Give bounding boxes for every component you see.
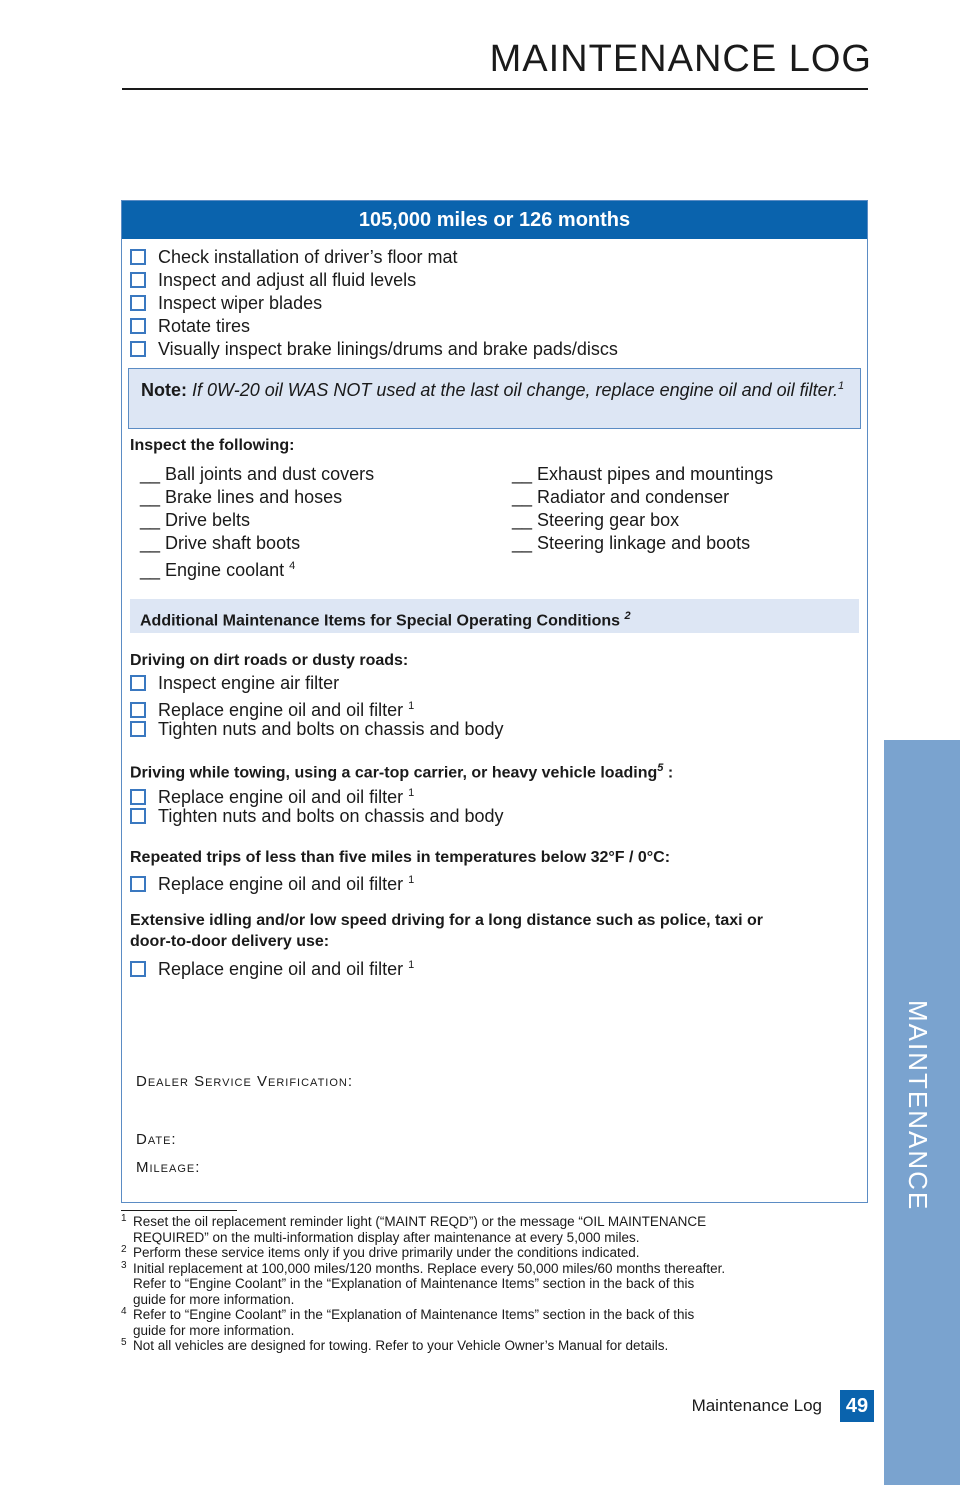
inspect-heading: Inspect the following: bbox=[130, 437, 295, 454]
note-text: If 0W-20 oil WAS NOT used at the last oil change, replace engine oil and oil filter. bbox=[192, 380, 839, 400]
additional-items-heading: Additional Maintenance Items for Special Operating Conditions $^2$ bbox=[130, 599, 859, 633]
footnote: 5 Not all vehicles are designed for towing. Refer to your Vehicle Owner’s Manual for details. bbox=[121, 1337, 669, 1353]
oil-note bbox=[128, 368, 861, 429]
footer-section-label: Maintenance Log bbox=[691, 1396, 822, 1415]
checkbox[interactable] bbox=[130, 721, 146, 737]
inspect-item: __ Exhaust pipes and mountings bbox=[512, 464, 774, 484]
footnote: 3 Initial replacement at 100,000 miles/120 months. Replace every 50,000 miles/60 months thereafter. Refer to “Engine Coolant” in the “Explanation of Maintenance Items” section in the back of this guide for more information. bbox=[121, 1259, 726, 1307]
dealer-verification-label: Dealer Service Verification: bbox=[136, 1073, 354, 1090]
checkbox[interactable] bbox=[130, 318, 146, 334]
interval-header: 105,000 miles or 126 months bbox=[122, 201, 867, 239]
checklist-item: Tighten nuts and bolts on chassis and body bbox=[130, 718, 504, 741]
date-label: Date: bbox=[136, 1131, 177, 1148]
footnote: 1 Reset the oil replacement reminder light (“MAINT REQD”) or the message “OIL MAINTENANCE REQUIRED” on the multi-information display after maintenance at every 5,000 miles. bbox=[121, 1213, 707, 1245]
condition-heading: Extensive idling and/or low speed driving for a long distance such as police, taxi or bbox=[130, 912, 764, 929]
condition-heading: door-to-door delivery use: bbox=[130, 933, 330, 950]
inspect-item: __ Steering gear box bbox=[512, 510, 680, 530]
footnote: 2 Perform these service items only if you drive primarily under the conditions indicated. bbox=[121, 1244, 640, 1260]
inspect-item: __ Engine coolant $^4$ bbox=[140, 560, 296, 580]
footnotes bbox=[121, 1214, 866, 1354]
mileage-label: Mileage: bbox=[136, 1159, 201, 1176]
checkbox[interactable] bbox=[130, 808, 146, 824]
checklist-item: Rotate tires bbox=[130, 315, 250, 338]
checkbox[interactable] bbox=[130, 702, 146, 718]
checkbox[interactable] bbox=[130, 876, 146, 892]
footnote-divider bbox=[121, 1210, 237, 1211]
checkbox[interactable] bbox=[130, 675, 146, 691]
maintenance-interval-box bbox=[121, 200, 868, 1203]
note-label: Note: bbox=[141, 380, 187, 400]
side-tab-label: MAINTENANCE bbox=[903, 1000, 933, 1212]
footnote: 4 Refer to “Engine Coolant” in the “Explanation of Maintenance Items” section in the back of this guide for more information. bbox=[121, 1306, 695, 1338]
checkbox[interactable] bbox=[130, 295, 146, 311]
checklist-item: Visually inspect brake linings/drums and brake pads/discs bbox=[130, 338, 618, 361]
checkbox[interactable] bbox=[130, 341, 146, 357]
checklist-item: Tighten nuts and bolts on chassis and body bbox=[130, 805, 504, 828]
inspect-item: __ Radiator and condenser bbox=[512, 487, 730, 507]
checklist-item: Replace engine oil and oil filter $^1$ bbox=[130, 869, 414, 892]
condition-heading: Repeated trips of less than five miles in temperatures below 32°F / 0°C: bbox=[130, 849, 671, 866]
inspect-item: __ Ball joints and dust covers bbox=[140, 464, 375, 484]
page-title: MAINTENANCE LOG bbox=[489, 38, 872, 80]
note-footnote-ref: 1 bbox=[838, 380, 845, 392]
condition-heading: Driving while towing, using a car-top carrier, or heavy vehicle loading$^5$ : bbox=[130, 762, 674, 782]
inspect-item: __ Brake lines and hoses bbox=[140, 487, 343, 507]
checklist-item: Inspect and adjust all fluid levels bbox=[130, 269, 416, 292]
page-number: 49 bbox=[840, 1390, 874, 1422]
checklist-item: Inspect engine air filter bbox=[130, 672, 339, 695]
checklist-item: Replace engine oil and oil filter $^1$ bbox=[130, 954, 414, 977]
inspect-item: __ Drive shaft boots bbox=[140, 533, 301, 553]
inspect-item: __ Drive belts bbox=[140, 510, 251, 530]
inspect-item: __ Steering linkage and boots bbox=[512, 533, 751, 553]
side-section-tab bbox=[884, 740, 960, 1485]
checklist-item: Check installation of driver’s floor mat bbox=[130, 246, 457, 269]
title-divider bbox=[122, 88, 868, 90]
checkbox[interactable] bbox=[130, 961, 146, 977]
checkbox[interactable] bbox=[130, 249, 146, 265]
condition-heading: Driving on dirt roads or dusty roads: bbox=[130, 652, 409, 669]
checklist-item: Inspect wiper blades bbox=[130, 292, 322, 315]
checkbox[interactable] bbox=[130, 272, 146, 288]
checkbox[interactable] bbox=[130, 789, 146, 805]
checklist-item: Replace engine oil and oil filter $^1$ bbox=[130, 695, 414, 718]
checklist-item: Replace engine oil and oil filter $^1$ bbox=[130, 782, 414, 805]
